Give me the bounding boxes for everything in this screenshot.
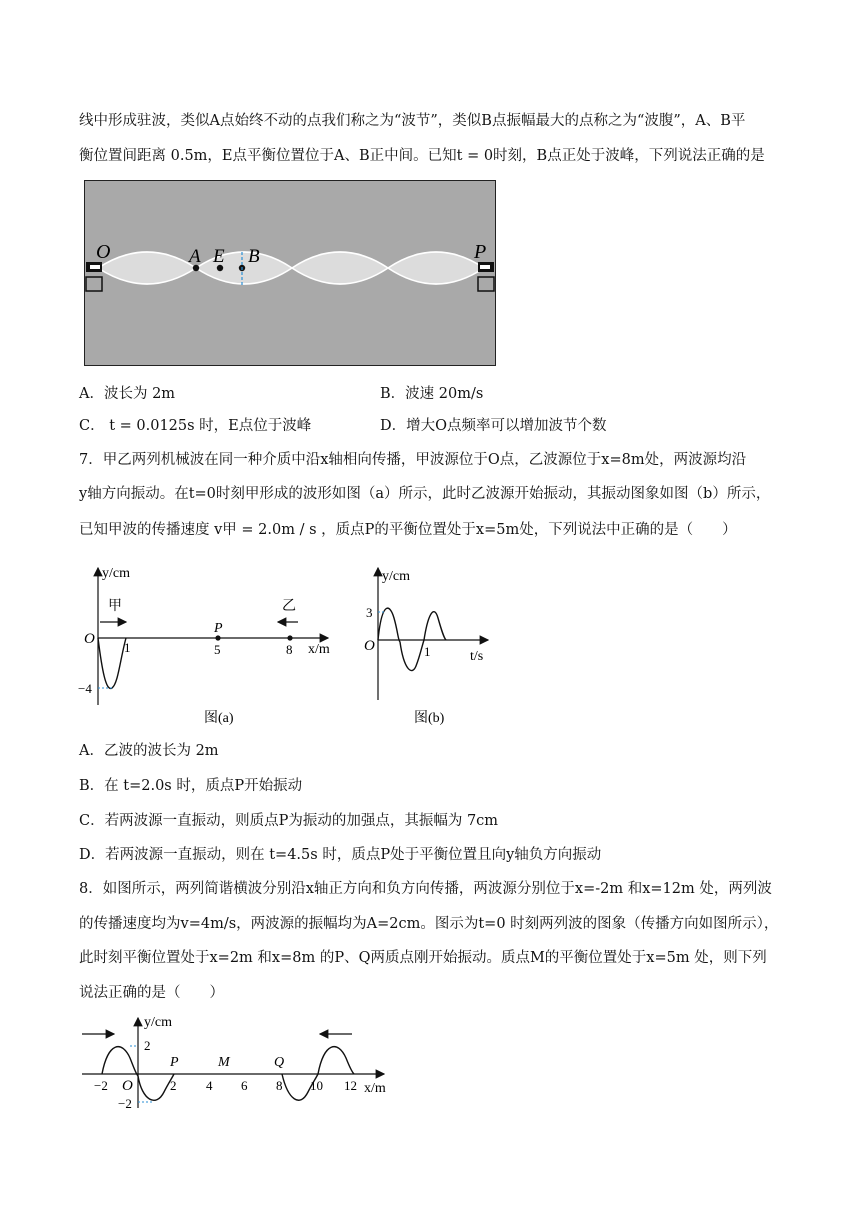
standing-wave-figure — [84, 180, 496, 366]
source-8 — [287, 635, 292, 640]
svg-text:x/m: x/m — [364, 1081, 386, 1096]
svg-text:O: O — [364, 638, 375, 654]
q8-text-line4: 说法正确的是（ ） — [79, 985, 224, 1001]
q7-figure-a — [80, 560, 340, 730]
svg-text:图(b): 图(b) — [414, 711, 445, 726]
svg-text:图(a): 图(a) — [204, 711, 234, 726]
svg-text:10: 10 — [310, 1078, 323, 1093]
label-E: E — [213, 246, 225, 267]
svg-text:y/cm: y/cm — [102, 566, 130, 581]
q8-figure — [78, 1012, 398, 1112]
svg-text:甲: 甲 — [108, 599, 122, 614]
svg-text:P: P — [170, 1055, 179, 1070]
yi-vibration — [378, 608, 446, 670]
q7-text-line2: y轴方向振动。在t=0时刻甲形成的波形如图（a）所示，此时乙波源开始振动，其振动图象如图（b）所示， — [79, 486, 771, 502]
q7-option-c: C．若两波源一直振动，则质点P为振动的加强点，其振幅为 7cm — [79, 813, 499, 829]
q8-text-line1: 8．如图所示，两列简谐横波分别沿x轴正方向和负方向传播，两波源分别位于x=-2m 和x=12m 处，两列波 — [79, 881, 772, 897]
svg-text:t/s: t/s — [470, 649, 484, 664]
label-O: O — [96, 241, 111, 263]
q6-option-d: D．增大O点频率可以增加波节个数 — [380, 418, 607, 434]
q8-text-line2: 的传播速度均为v=4m/s，两波源的振幅均为A=2cm。图示为t=0 时刻两列波的图象（传播方向如图所示）， — [79, 916, 779, 932]
q7-option-b: B．在 t=2.0s 时，质点P开始振动 — [79, 778, 303, 794]
q6-option-b: B．波速 20m/s — [380, 386, 484, 402]
svg-text:O: O — [122, 1078, 133, 1094]
jia-wave — [98, 638, 126, 688]
svg-text:12: 12 — [344, 1078, 357, 1093]
label-B: B — [248, 246, 260, 267]
q6-text-line1: 线中形成驻波，类似A点始终不动的点我们称之为“波节”，类似B点振幅最大的点称之为“波腹”，A、B平 — [79, 113, 746, 129]
svg-text:M: M — [218, 1055, 230, 1070]
q7-text-line1: 7．甲乙两列机械波在同一种介质中沿x轴相向传播，甲波源位于O点，乙波源位于x=8m处，两波源均沿 — [79, 452, 747, 468]
q6-text-line2: 衡位置间距离 0.5m，E点平衡位置位于A、B正中间。已知t = 0时刻，B点正处于波峰，下列说法正确的是 — [79, 148, 765, 164]
svg-text:−2: −2 — [118, 1096, 132, 1111]
label-A: A — [189, 246, 201, 267]
label-P: P — [474, 241, 487, 263]
svg-text:−4: −4 — [78, 681, 92, 696]
q7-figure-b — [360, 560, 500, 730]
svg-text:1: 1 — [424, 644, 431, 659]
svg-text:2: 2 — [144, 1038, 151, 1053]
q7-option-d: D．若两波源一直振动，则在 t=4.5s 时，质点P处于平衡位置且向y轴负方向振动 — [79, 847, 602, 863]
svg-text:3: 3 — [366, 605, 373, 620]
q6-option-a: A．波长为 2m — [79, 386, 176, 402]
point-P — [215, 635, 220, 640]
svg-text:8: 8 — [286, 642, 293, 657]
svg-text:6: 6 — [241, 1078, 248, 1093]
svg-text:−2: −2 — [94, 1078, 108, 1093]
q7-text-line3: 已知甲波的传播速度 v甲 = 2.0m / s ，质点P的平衡位置处于x=5m处，下列说法中正确的是（ ） — [79, 522, 737, 538]
svg-text:5: 5 — [214, 642, 221, 657]
svg-text:y/cm: y/cm — [144, 1015, 172, 1030]
q6-option-c: C． t = 0.0125s 时，E点位于波峰 — [79, 418, 312, 434]
svg-text:Q: Q — [274, 1055, 285, 1070]
svg-text:8: 8 — [276, 1078, 283, 1093]
svg-text:x/m: x/m — [308, 642, 330, 657]
q7-option-a: A．乙波的波长为 2m — [79, 743, 219, 759]
svg-text:P: P — [214, 621, 223, 636]
svg-text:1: 1 — [124, 640, 131, 655]
svg-text:O: O — [84, 631, 95, 647]
svg-text:2: 2 — [170, 1078, 177, 1093]
svg-text:乙: 乙 — [282, 599, 296, 614]
svg-text:y/cm: y/cm — [382, 569, 410, 584]
q8-text-line3: 此时刻平衡位置处于x=2m 和x=8m 的P、Q两质点刚开始振动。质点M的平衡位置处于x=5m 处，则下列 — [79, 950, 767, 966]
svg-text:4: 4 — [206, 1078, 213, 1093]
